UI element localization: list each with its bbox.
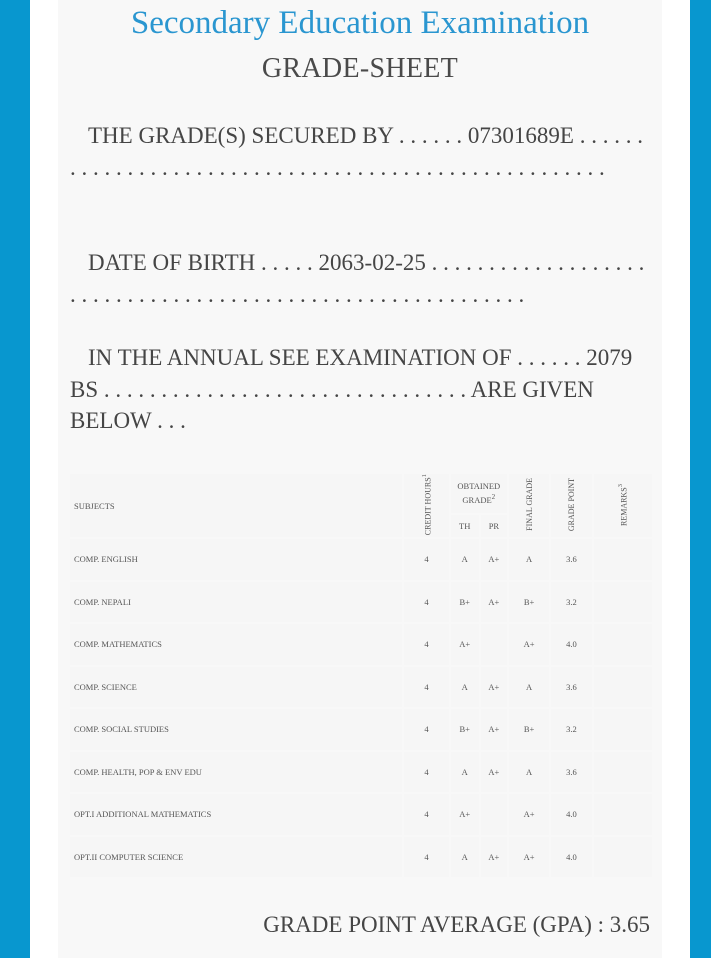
th-grade-cell: A+ [451, 624, 479, 665]
table-row [70, 752, 652, 793]
subject-cell: OPT.II COMPUTER SCIENCE [70, 837, 402, 878]
subject-cell: COMP. SOCIAL STUDIES [70, 709, 402, 750]
remarks-cell [594, 752, 652, 793]
subject-cell: COMP. NEPALI [70, 582, 402, 623]
table-row [70, 624, 652, 665]
table-row [70, 794, 652, 835]
subject-cell: COMP. SCIENCE [70, 667, 402, 708]
table-row [70, 709, 652, 750]
remarks-cell [594, 709, 652, 750]
grade-point-cell: 3.2 [551, 582, 591, 623]
secured-by-line: THE GRADE(S) SECURED BY . . . . . . 07301689E . . . . . . . . . . . . . . . . . . . . . . . . . . . . . . . . . . . . . . . . . . . . . . . . . . . . . [70, 123, 643, 180]
final-grade-cell: A [509, 539, 549, 580]
subject-cell: COMP. HEALTH, POP & ENV EDU [70, 752, 402, 793]
grade-point-cell: 4.0 [551, 794, 591, 835]
final-grade-cell: A+ [509, 624, 549, 665]
grade-sheet [58, 0, 662, 958]
remarks-cell [594, 539, 652, 580]
grade-point-cell: 3.2 [551, 709, 591, 750]
final-grade-cell: B+ [509, 709, 549, 750]
subjects-header: SUBJECTS [70, 474, 402, 537]
grade-point-cell: 3.6 [551, 667, 591, 708]
credit-hours-cell: 4 [404, 624, 448, 665]
obtained-grade-header: OBTAINED GRADE$^2$ [451, 474, 507, 513]
th-grade-cell: A [451, 837, 479, 878]
final-grade-cell: B+ [509, 582, 549, 623]
th-grade-cell: A [451, 539, 479, 580]
pr-grade-cell: A+ [481, 837, 507, 878]
subject-cell: COMP. MATHEMATICS [70, 624, 402, 665]
grade-point-cell: 4.0 [551, 624, 591, 665]
final-grade-cell: A+ [509, 837, 549, 878]
credit-hours-cell: 4 [404, 667, 448, 708]
grade-point-cell: 4.0 [551, 837, 591, 878]
gpa-summary: GRADE POINT AVERAGE (GPA) : 3.65 [263, 912, 650, 937]
th-grade-cell: A [451, 752, 479, 793]
subject-cell: COMP. ENGLISH [70, 539, 402, 580]
th-grade-cell: B+ [451, 582, 479, 623]
date-of-birth-line: DATE OF BIRTH . . . . . 2063-02-25 . . . . . . . . . . . . . . . . . . . . . . . . . . . . . . . . . . . . . . . . . . . . . . . . . . . . . . . . . . . [70, 250, 645, 307]
final-grade-cell: A+ [509, 794, 549, 835]
th-header: TH [451, 515, 479, 538]
grade-point-header: GRADE POINT [551, 474, 591, 537]
exam-title: Secondary Education Examination [130, 5, 590, 41]
credit-hours-cell: 4 [404, 582, 448, 623]
final-grade-header: FINAL GRADE [509, 474, 549, 537]
th-grade-cell: B+ [451, 709, 479, 750]
credit-hours-cell: 4 [404, 709, 448, 750]
grade-point-cell: 3.6 [551, 752, 591, 793]
remarks-header: REMARKS$^3$ [594, 474, 652, 537]
credit-hours-header: CREDIT HOURS$^1$ [404, 474, 448, 537]
remarks-cell [594, 667, 652, 708]
pr-grade-cell: A+ [481, 709, 507, 750]
final-grade-cell: A [509, 667, 549, 708]
table-row [70, 539, 652, 580]
credit-hours-cell: 4 [404, 794, 448, 835]
pr-grade-cell [481, 794, 507, 835]
final-grade-cell: A [509, 752, 549, 793]
grade-point-cell: 3.6 [551, 539, 591, 580]
grades-table [68, 472, 654, 879]
credit-hours-cell: 4 [404, 752, 448, 793]
subject-cell: OPT.I ADDITIONAL MATHEMATICS [70, 794, 402, 835]
sheet-title: GRADE-SHEET [261, 53, 459, 84]
pr-grade-cell: A+ [481, 539, 507, 580]
th-grade-cell: A [451, 667, 479, 708]
table-row [70, 667, 652, 708]
remarks-cell [594, 794, 652, 835]
table-row [70, 837, 652, 878]
pr-header: PR [481, 515, 507, 538]
credit-hours-cell: 4 [404, 539, 448, 580]
remarks-cell [594, 624, 652, 665]
exam-line: IN THE ANNUAL SEE EXAMINATION OF . . . . . . 2079 BS . . . . . . . . . . . . . . . . . . . . . . . . . . . . . . . . ARE GIVEN BELOW . . . [70, 345, 633, 433]
remarks-cell [594, 582, 652, 623]
pr-grade-cell: A+ [481, 582, 507, 623]
table-row [70, 582, 652, 623]
remarks-cell [594, 837, 652, 878]
credit-hours-cell: 4 [404, 837, 448, 878]
pr-grade-cell: A+ [481, 667, 507, 708]
pr-grade-cell: A+ [481, 752, 507, 793]
th-grade-cell: A+ [451, 794, 479, 835]
pr-grade-cell [481, 624, 507, 665]
